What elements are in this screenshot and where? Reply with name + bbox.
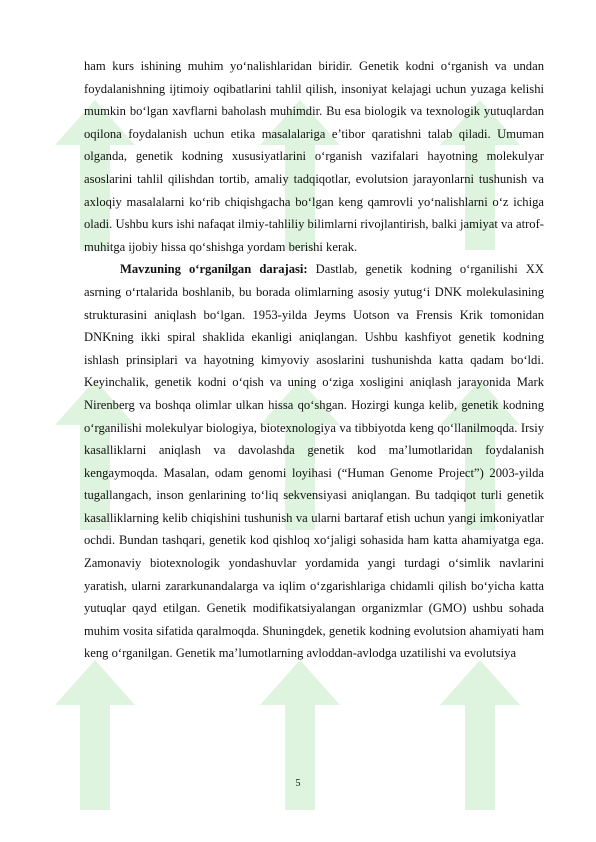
- section-heading: Mavzuning o‘rganilgan darajasi:: [120, 262, 308, 277]
- page-body: [84, 55, 544, 665]
- paragraph-continued: ham kurs ishining muhim yo‘nalishlaridan biridir. Genetik kodni o‘rganish va undan foydalanishning ijtimoiy oqibatlarini tahlil qilish, insoniyat kelajagi uchun yuzaga kelishi mumkin bo‘lgan xavflarni baholash muhimdir. Bu esa biologik va texnologik yutuqlardan oqilona foydalanish uchun etika masalalariga e’tibor qaratishni talab qiladi. Umuman olganda, genetik kodning xususiyatlarini o‘rganish vazifalari hayotning molekulyar asoslarini tahlil qilishdan tortib, amaliy tadqiqotlar, evolutsion jarayonlarni tushunish va axloqiy masalalarni ko‘rib chiqishgacha bo‘lgan keng qamrovli yo‘nalishlarni o‘z ichiga oladi. Ushbu kurs ishi nafaqat ilmiy-tahliliy bilimlarni rivojlantirish, balki jamiyat va atrof-muhitga ijobiy hissa qo‘shishga yordam berishi kerak.: [84, 59, 544, 254]
- page-number: 5: [295, 778, 301, 789]
- paragraph-study-level: [84, 258, 544, 665]
- section-body: Dastlab, genetik kodning o‘rganilishi XX asrning o‘rtalarida boshlanib, bu borada olimlarning asosiy yutug‘i DNK molekulasining strukturasini aniqlash bo‘lgan. 1953-yilda Jeyms Uotson va Frensis Krik tomonidan DNKning ikki spiral shaklida ekanligi aniqlangan. Ushbu kashfiyot genetik kodning ishlash prinsiplari va hayotning kimyoviy asoslarini tushunishda katta qadam bo‘ldi. Keyinchalik, genetik kodni o‘qish va uning o‘ziga xosligini aniqlash jarayonida Mark Nirenberg va boshqa olimlar ulkan hissa qo‘shgan. Hozirgi kunga kelib, genetik kodning o‘rganilishi molekulyar biologiya, biotexnologiya va tibbiyotda keng qo‘llanilmoqda. Irsiy kasalliklarni aniqlash va davolashda genetik kod ma’lumotlaridan foydalanish kengaymoqda. Masalan, odam genomi loyihasi (“Human Genome Project”) 2003-yilda tugallangach, inson genlarining to‘liq sekvensiyasi aniqlangan. Bu tadqiqot turli genetik kasalliklarning kelib chiqishini tushunish va ularni bartaraf etish uchun yangi imkoniyatlar ochdi. Bundan tashqari, genetik kod qishloq xo‘jaligi sohasida ham katta ahamiyatga ega. Zamonaviy biotexnologik yondashuvlar yordamida yangi turdagi o‘simlik navlarini yaratish, ularni zararkunandalarga va iqlim o‘zgarishlariga chidamli qilish bo‘yicha katta yutuqlar qayd etilgan. Genetik modifikatsiyalangan organizmlar (GMO) ushbu sohada muhim vosita sifatida qaralmoqda. Shuningdek, genetik kodning evolutsion ahamiyati ham keng o‘rganilgan. Genetik ma’lumotlarning avloddan-avlodga uzatilishi va evolutsiya: [84, 262, 544, 661]
